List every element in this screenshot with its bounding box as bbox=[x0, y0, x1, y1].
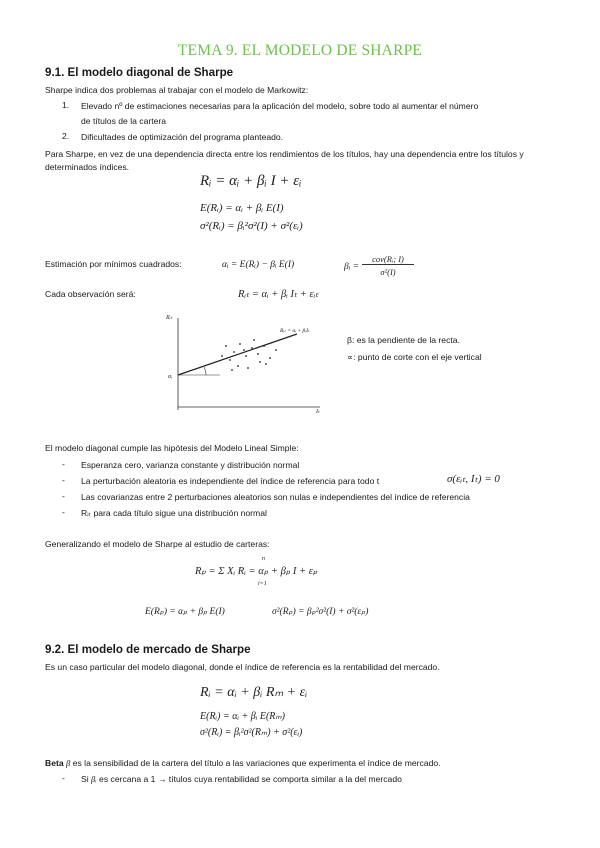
beta-i-symbol: βᵢ bbox=[91, 774, 97, 784]
observation-label: Cada observación será: bbox=[45, 289, 136, 299]
page-title: TEMA 9. EL MODELO DE SHARPE bbox=[177, 42, 423, 59]
problem-text-continued: de títulos de la cartera bbox=[81, 116, 167, 126]
y-axis-label: Rᵢₜ bbox=[166, 315, 173, 321]
alpha-label: αᵢ bbox=[168, 374, 173, 380]
generalization-label: Generalizando el modelo de Sharpe al estudio de carteras: bbox=[45, 539, 270, 549]
bullet-dash: - bbox=[62, 507, 65, 517]
regression-line-label: Rᵢₜ = αᵢ + βᵢIₜ bbox=[280, 328, 310, 334]
hypothesis-item: Esperanza cero, varianza constante y distribución normal bbox=[81, 460, 300, 470]
beta-definition-text: es la sensibilidad de la cartera del título a las variaciones que experimenta el índice de mercado. bbox=[70, 758, 441, 768]
market-model-intro: Es un caso particular del modelo diagonal, donde el índice de referencia es la rentabilidad del mercado. bbox=[45, 662, 440, 672]
regression-line bbox=[178, 334, 297, 375]
bullet-dash: - bbox=[62, 459, 65, 469]
intro-text: Sharpe indica dos problemas al trabajar con el modelo de Markowitz: bbox=[45, 85, 309, 95]
hypothesis-item: La perturbación aleatoria es independiente del índice de referencia para todo t bbox=[81, 476, 380, 486]
independence-equation: σ(εᵢₜ, Iₜ) = 0 bbox=[447, 473, 500, 485]
hypotheses-intro: El modelo diagonal cumple las hipótesis del Modelo Lineal Simple: bbox=[45, 443, 299, 453]
beta-bullet bbox=[81, 773, 402, 786]
market-model-equation: Rᵢ = αᵢ + βᵢ Rₘ + εᵢ bbox=[200, 685, 308, 700]
sharpe-paragraph: Para Sharpe, en vez de una dependencia directa entre los rendimientos de los títulos, hay una dependencia entre los títulos y determinados índices. bbox=[45, 149, 524, 172]
regression-scatter-chart bbox=[160, 310, 330, 415]
market-expectation-equation: E(Rᵢ) = αᵢ + βᵢ E(Rₘ) bbox=[200, 711, 285, 722]
alpha-estimate-equation: αᵢ = E(Rᵢ) − βᵢ E(I) bbox=[222, 260, 295, 270]
observation-equation: Rᵢₜ = αᵢ + βᵢ Iₜ + εᵢₜ bbox=[238, 289, 319, 300]
beta-symbol: β bbox=[66, 758, 71, 768]
beta-definition bbox=[45, 757, 560, 770]
least-squares-label: Estimación por mínimos cuadrados: bbox=[45, 259, 182, 269]
beta-estimate-numerator: cov(Rᵢ; I) bbox=[362, 254, 414, 265]
alpha-note: ∝: punto de corte con el eje vertical bbox=[347, 352, 482, 362]
bullet-dash: - bbox=[62, 491, 65, 501]
problem-number: 2. bbox=[62, 131, 70, 141]
problem-number: 1. bbox=[62, 100, 70, 110]
x-axis-label: Iₜ bbox=[316, 409, 320, 415]
slope-angle-arc bbox=[204, 367, 206, 375]
portfolio-variance-equation: σ²(Rₚ) = βₚ²σ²(I) + σ²(εₚ) bbox=[272, 607, 369, 617]
problem-text: Dificultades de optimización del programa planteado. bbox=[81, 132, 284, 142]
variance-equation: σ²(Rᵢ) = βᵢ²σ²(I) + σ²(εᵢ) bbox=[200, 220, 303, 232]
problem-text: Elevado nº de estimaciones necesarias para la aplicación del modelo, sobre todo al aumentar el número bbox=[81, 101, 479, 111]
bullet-dash: - bbox=[62, 773, 65, 783]
hypothesis-item: Rᵢₜ para cada título sigue una distribución normal bbox=[81, 508, 267, 518]
market-variance-equation: σ²(Rᵢ) = βᵢ²σ²(Rₘ) + σ²(εᵢ) bbox=[200, 727, 303, 738]
beta-bold-label: Beta bbox=[45, 758, 64, 768]
beta-estimate-lhs: βᵢ = bbox=[344, 262, 360, 272]
beta-estimate-denominator: σ²(I) bbox=[380, 267, 396, 277]
beta-bullet-si: Si bbox=[81, 774, 92, 784]
section-heading-9-1: 9.1. El modelo diagonal de Sharpe bbox=[45, 66, 234, 79]
beta-bullet-text: es cercana a 1 → títulos cuya rentabilidad se comporta similar a la del mercado bbox=[96, 774, 402, 784]
sum-lower-limit: i=1 bbox=[258, 581, 267, 587]
hypothesis-item: Las covarianzas entre 2 perturbaciones aleatorios son nulas e independientes del índice de referencia bbox=[81, 492, 470, 502]
portfolio-equation: Rₚ = Σ Xᵢ Rᵢ = αₚ + βₚ I + εₚ bbox=[195, 566, 318, 577]
sum-upper-limit: n bbox=[262, 556, 265, 562]
beta-note: β: es la pendiente de la recta. bbox=[347, 335, 460, 345]
portfolio-expectation-equation: E(Rₚ) = αₚ + βₚ E(I) bbox=[145, 607, 225, 617]
expectation-equation: E(Rᵢ) = αᵢ + βᵢ E(I) bbox=[200, 202, 284, 214]
bullet-dash: - bbox=[62, 475, 65, 485]
section-heading-9-2: 9.2. El modelo de mercado de Sharpe bbox=[45, 643, 251, 656]
model-equation: Rᵢ = αᵢ + βᵢ I + εᵢ bbox=[200, 173, 302, 189]
